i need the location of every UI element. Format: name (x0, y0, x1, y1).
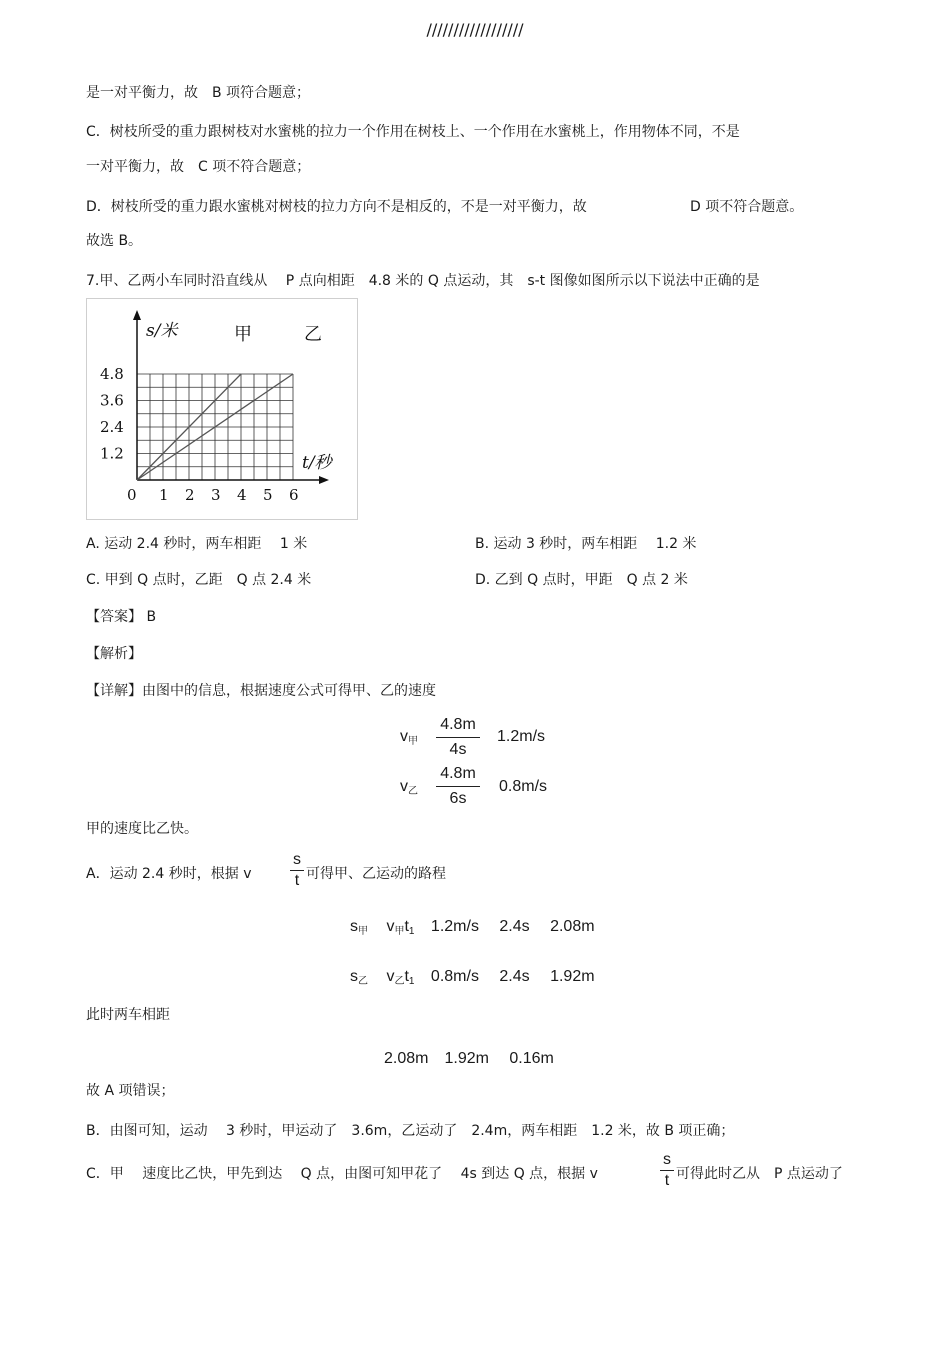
v-yi-symbol: v (400, 778, 408, 795)
a-analysis-pre: A．运动 2.4 秒时，根据 v (86, 866, 252, 882)
s-numerator: s (293, 851, 301, 868)
y-axis-label: s/米 (146, 321, 178, 341)
c-analysis-post: 可得此时乙从 P 点运动了 (676, 1166, 843, 1182)
s-jia-subscript: 甲 (358, 926, 368, 937)
x-tick-label: 0 (127, 486, 137, 504)
y-tick-label: 4.8 (100, 365, 124, 383)
t1-symbol: t (404, 918, 409, 935)
s-yi-subscript: 乙 (358, 976, 368, 987)
formula-1-denominator: 4s (449, 741, 467, 758)
x-tick-label: 1 (159, 486, 169, 504)
page-header: ////////////////// (426, 20, 524, 39)
s-yi-symbol: s (350, 968, 358, 985)
c-analysis-pre: C．甲 速度比乙快，甲先到达 Q 点，由图可知甲花了 4s 到达 Q 点，根据 v (86, 1166, 598, 1182)
analysis-heading: 【解析】 (86, 646, 142, 662)
s-yi-rhs: 0.8m/s 2.4s 1.92m (430, 968, 595, 985)
t-denominator: t (664, 1172, 670, 1189)
s-jia-symbol: s (350, 918, 358, 935)
v-jia-term: v (386, 918, 395, 935)
v-yi-term-subscript: 乙 (394, 976, 405, 987)
formula-2-numerator: 4.8m (440, 765, 476, 782)
v-yi-subscript: 乙 (408, 786, 418, 797)
v-jia-symbol: v (400, 728, 408, 745)
text-line-4a: D．树枝所受的重力跟水蜜桃对树枝的拉力方向不是相反的，不是一对平衡力，故 (86, 199, 587, 215)
x-axis-label: t/秒 (302, 453, 332, 473)
v-yi-term: v (386, 968, 395, 985)
formula-1-numerator: 4.8m (440, 716, 476, 733)
text-line-5: 故选 B。 (86, 233, 143, 249)
answer-line: 【答案】 B (86, 609, 157, 625)
distance-label: 此时两车相距 (86, 1007, 170, 1023)
text-line-1: 是一对平衡力，故 B 项符合题意； (86, 85, 311, 101)
x-tick-label: 2 (185, 486, 195, 504)
formula-1-fraction (436, 714, 480, 761)
fraction-bar (436, 786, 480, 787)
option-a: A. 运动 2.4 秒时，两车相距 1 米 (86, 536, 308, 552)
faster-line: 甲的速度比乙快。 (86, 821, 198, 837)
detail-line: 【详解】由图中的信息，根据速度公式可得甲、乙的速度 (86, 683, 436, 699)
s-numerator: s (663, 1151, 671, 1168)
x-tick-label: 4 (237, 486, 247, 504)
question-7: 7.甲、乙两小车同时沿直线从 P 点向相距 4.8 米的 Q 点运动，其 s-t 图像如图所示以下说法中正确的是 (86, 273, 760, 289)
st-graph (86, 298, 358, 520)
x-tick-label: 5 (263, 486, 273, 504)
a-analysis-post: 可得甲、乙运动的路程 (306, 866, 446, 882)
s-over-t-fraction-c (660, 1151, 674, 1190)
s-over-t-fraction-a (290, 851, 304, 890)
b-analysis-line: B．由图可知，运动 3 秒时，甲运动了 3.6m，乙运动了 2.4m，两车相距 1.2 米，故 B 项正确； (86, 1123, 735, 1139)
series-label-yi: 乙 (304, 324, 322, 345)
y-tick-label: 1.2 (100, 444, 124, 463)
x-tick-label: 3 (211, 486, 221, 504)
fraction-bar (660, 1170, 674, 1171)
text-line-2: C．树枝所受的重力跟树枝对水蜜桃的拉力一个作用在树枝上、一个作用在水蜜桃上，作用物体不同，不是 (86, 124, 740, 140)
v-jia-subscript: 甲 (408, 736, 418, 747)
formula-s-yi (350, 963, 595, 986)
t1-symbol: t (404, 968, 409, 985)
distance-formula: 2.08m 1.92m 0.16m (384, 1050, 554, 1067)
fraction-bar (436, 737, 480, 738)
option-c: C. 甲到 Q 点时，乙距 Q 点 2.4 米 (86, 572, 312, 588)
y-tick-label: 2.4 (100, 418, 124, 436)
text-line-4b: D 项不符合题意。 (690, 199, 804, 215)
fraction-bar (290, 870, 304, 871)
t1-subscript: 1 (408, 976, 415, 987)
t-denominator: t (294, 872, 300, 889)
formula-2-result: 0.8m/s (499, 778, 548, 795)
v-jia-term-subscript: 甲 (394, 926, 405, 937)
formula-2-denominator: 6s (449, 790, 467, 807)
x-tick-label: 6 (289, 486, 299, 504)
t1-subscript: 1 (408, 926, 415, 937)
st-graph-svg (86, 298, 358, 520)
s-jia-rhs: 1.2m/s 2.4s 2.08m (430, 918, 595, 935)
a-wrong-line: 故 A 项错误； (86, 1083, 175, 1099)
formula-2-fraction (436, 763, 480, 810)
formula-1-result: 1.2m/s (497, 728, 546, 745)
formula-s-jia (350, 913, 595, 936)
formula-v-yi-lhs (400, 778, 418, 796)
series-label-jia: 甲 (234, 324, 252, 345)
y-tick-label: 3.6 (100, 391, 124, 410)
formula-v-jia-lhs (400, 728, 418, 746)
option-b: B. 运动 3 秒时，两车相距 1.2 米 (475, 536, 697, 552)
option-d: D. 乙到 Q 点时，甲距 Q 点 2 米 (475, 572, 688, 588)
text-line-3: 一对平衡力，故 C 项不符合题意； (86, 159, 311, 175)
